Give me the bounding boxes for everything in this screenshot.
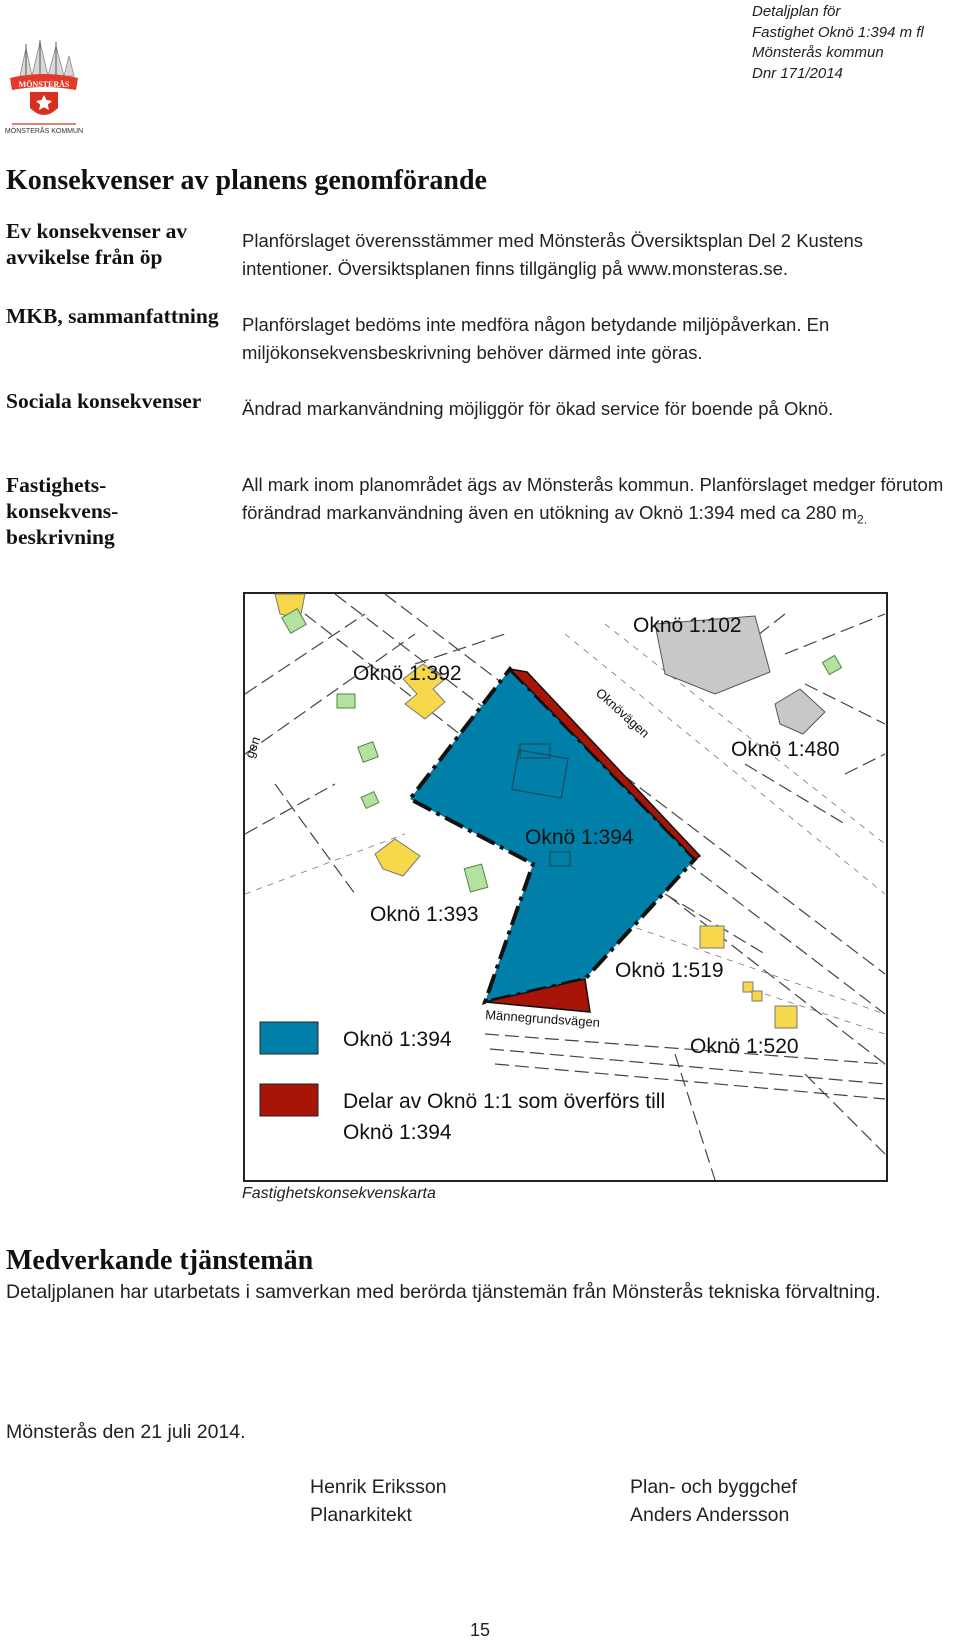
text-ev-konsekvenser: Planförslaget överensstämmer med Mönsterås Översiktsplan Del 2 Kustens intentioner. Översiktsplanen finns tillgänglig på www.monsteras.se. bbox=[242, 230, 864, 279]
meta-line-4: Dnr 171/2014 bbox=[752, 64, 843, 82]
property-map-svg bbox=[241, 594, 886, 1180]
label-ev-konsekvenser: Ev konsekvenser av avvikelse från öp bbox=[6, 219, 188, 269]
legend-swatch-parcel bbox=[260, 1022, 318, 1054]
signature-left-title: Planarkitekt bbox=[310, 1504, 412, 1526]
property-map bbox=[243, 592, 888, 1182]
map-label-oknoe-1-394: Oknö 1:394 bbox=[525, 826, 634, 849]
map-label-oknoe-1-480: Oknö 1:480 bbox=[731, 738, 840, 761]
map-label-oknoe-1-519: Oknö 1:519 bbox=[615, 959, 724, 982]
section-title-officials: Medverkande tjänstemän bbox=[6, 1245, 314, 1276]
legend-label-transfer-line2: Oknö 1:394 bbox=[343, 1121, 452, 1144]
map-label-road-mannegrundsvagen: Männegrundsvägen bbox=[484, 1007, 601, 1031]
text-fastighetskonsekvens-main: All mark inom planområdet ägs av Mönsterås kommun. Planförslaget medger förutom förändrad markanvändning även en utökning av Oknö 1:394 med ca 280 m bbox=[242, 474, 944, 523]
legend-label-parcel: Oknö 1:394 bbox=[343, 1028, 452, 1051]
officials-text: Detaljplanen har utarbetats i samverkan med berörda tjänstemän från Mönsterås tekniska förvaltning. bbox=[6, 1281, 881, 1303]
label-fastighetskonsekvens: Fastighets- konsekvens- beskrivning bbox=[6, 473, 119, 549]
legend-swatch-transfer bbox=[260, 1084, 318, 1116]
logo-caption: MÖNSTERÅS KOMMUN bbox=[4, 128, 84, 135]
label-mkb: MKB, sammanfattning bbox=[6, 304, 219, 328]
signature-left bbox=[310, 1473, 447, 1529]
text-sociala: Ändrad markanvändning möjliggör för ökad service för boende på Oknö. bbox=[242, 398, 834, 419]
text-fastighetskonsekvens bbox=[242, 471, 957, 534]
signature-left-name: Henrik Eriksson bbox=[310, 1476, 447, 1498]
document-meta bbox=[752, 2, 952, 84]
municipality-logo bbox=[6, 38, 82, 138]
map-caption: Fastighetskonsekvenskarta bbox=[242, 1185, 436, 1202]
legend-label-transfer-line1: Delar av Oknö 1:1 som överförs till bbox=[343, 1090, 666, 1113]
place-date: Mönsterås den 21 juli 2014. bbox=[6, 1421, 246, 1443]
signature-right-name: Anders Andersson bbox=[630, 1504, 790, 1526]
ship-emblem-icon bbox=[6, 38, 82, 138]
signature-right-title: Plan- och byggchef bbox=[630, 1476, 797, 1498]
map-label-oknoe-1-102: Oknö 1:102 bbox=[633, 614, 742, 637]
page-number: 15 bbox=[469, 1620, 491, 1640]
area-unit-superscript: 2. bbox=[857, 512, 868, 527]
map-label-road-partial: gen bbox=[241, 734, 264, 761]
section-title-consequences: Konsekvenser av planens genomförande bbox=[6, 165, 487, 196]
text-mkb: Planförslaget bedöms inte medföra någon betydande miljöpåverkan. En miljökonsekvensbeskrivning behöver därmed inte göras. bbox=[242, 314, 830, 363]
logo-banner-text: MÖNSTERÅS bbox=[18, 80, 70, 89]
signature-right bbox=[630, 1473, 797, 1529]
meta-line-2: Fastighet Oknö 1:394 m fl bbox=[752, 23, 924, 41]
meta-line-1: Detaljplan för bbox=[752, 3, 841, 20]
label-sociala: Sociala konsekvenser bbox=[6, 389, 202, 413]
map-label-road-oknovagen: Oknövägen bbox=[592, 685, 653, 741]
map-label-oknoe-1-392: Oknö 1:392 bbox=[353, 662, 462, 685]
meta-line-3: Mönsterås kommun bbox=[752, 44, 884, 61]
map-label-oknoe-1-520: Oknö 1:520 bbox=[690, 1035, 799, 1058]
map-label-oknoe-1-393: Oknö 1:393 bbox=[370, 903, 479, 926]
